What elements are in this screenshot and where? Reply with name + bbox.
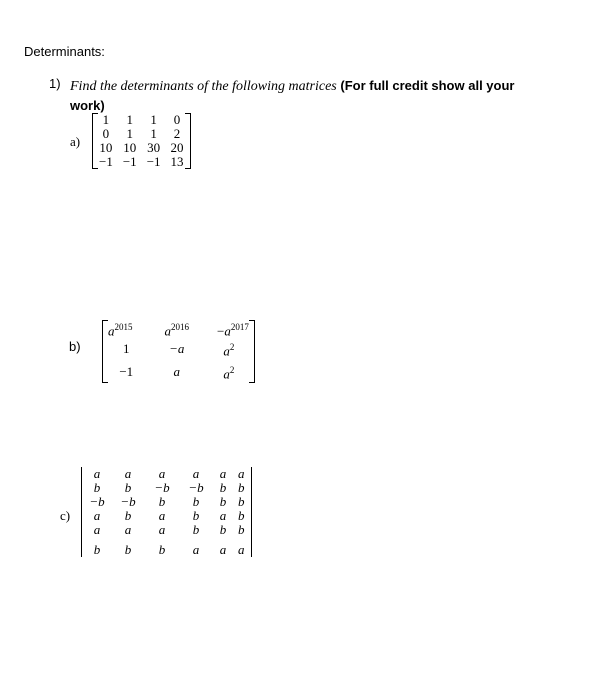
matrix-cell: a <box>158 466 166 481</box>
matrix-cell: a <box>124 466 132 481</box>
matrix-cell: 0 <box>173 112 181 127</box>
matrix-row <box>83 537 250 557</box>
matrix-a-right-bracket <box>185 113 191 169</box>
matrix-cell: a <box>238 542 245 557</box>
matrix-cell: b <box>238 494 245 509</box>
part-b-label: b) <box>69 339 81 354</box>
matrix-cell: b <box>158 542 166 557</box>
matrix-row <box>94 113 189 127</box>
matrix-row <box>94 155 189 169</box>
matrix-cell: b <box>124 480 132 495</box>
matrix-cell: −b <box>188 480 204 495</box>
matrix-cell: −b <box>89 494 105 509</box>
matrix-cell: b <box>192 508 200 523</box>
matrix-a <box>94 113 189 169</box>
matrix-cell: 1 <box>102 112 110 127</box>
matrix-cell: 1 <box>123 341 130 357</box>
matrix-cell: $a^2$ <box>223 342 235 359</box>
matrix-cell: 13 <box>170 154 184 169</box>
matrix-cell: b <box>192 494 200 509</box>
part-a-label: a) <box>70 134 81 149</box>
matrix-cell: a <box>158 508 166 523</box>
matrix-cell: 1 <box>126 126 134 141</box>
matrix-cell: 1 <box>150 112 157 127</box>
matrix-cell: a <box>124 522 132 537</box>
matrix-cell: b <box>238 522 245 537</box>
matrix-cell: a <box>93 466 101 481</box>
matrix-cell: a <box>219 466 227 481</box>
matrix-cell: b <box>124 542 132 557</box>
matrix-cell: 10 <box>123 140 137 155</box>
matrix-row <box>83 467 250 481</box>
matrix-cell: b <box>158 494 166 509</box>
matrix-cell: 30 <box>147 140 161 155</box>
matrix-cell: b <box>219 494 227 509</box>
matrix-cell: a <box>219 542 227 557</box>
matrix-cell: a <box>238 466 245 481</box>
part-c-label: c) <box>60 508 71 523</box>
matrix-cell: a <box>173 363 180 379</box>
matrix-row <box>83 523 250 537</box>
matrix-cell: 20 <box>170 140 184 155</box>
matrix-cell: a <box>93 522 101 537</box>
matrix-cell: b <box>219 522 227 537</box>
matrix-cell: 10 <box>99 140 113 155</box>
matrix-cell: b <box>124 508 132 523</box>
matrix-cell: $a^{2016}$ <box>164 322 189 339</box>
matrix-cell: a <box>192 542 200 557</box>
matrix-c-left-bar <box>81 467 82 557</box>
question-text <box>70 76 550 115</box>
matrix-row <box>104 320 253 338</box>
matrix-cell: a <box>219 508 227 523</box>
matrix-cell: −1 <box>99 154 113 169</box>
matrix-cell: $a^{2015}$ <box>108 322 133 339</box>
matrix-cell: 2 <box>173 126 181 141</box>
matrix-row <box>104 361 253 383</box>
matrix-cell: −1 <box>119 363 134 379</box>
matrix-b-left-bracket <box>102 320 108 383</box>
matrix-a-left-bracket <box>92 113 98 169</box>
matrix-cell: b <box>238 508 245 523</box>
matrix-cell: a <box>192 466 200 481</box>
matrix-cell: 0 <box>102 126 110 141</box>
matrix-cell: 1 <box>150 126 157 141</box>
question-number: 1) <box>49 76 61 91</box>
matrix-cell: a <box>93 508 101 523</box>
matrix-c-right-bar <box>251 467 252 557</box>
matrix-cell: −1 <box>122 154 137 169</box>
matrix-cell: b <box>93 480 101 495</box>
matrix-cell: −1 <box>146 154 161 169</box>
matrix-b <box>104 320 253 383</box>
matrix-cell: $a^2$ <box>223 364 235 381</box>
matrix-row <box>83 481 250 495</box>
matrix-row <box>104 338 253 360</box>
matrix-cell: 1 <box>126 112 134 127</box>
matrix-row <box>94 127 189 141</box>
matrix-b-right-bracket <box>249 320 255 383</box>
matrix-cell: a <box>158 522 166 537</box>
matrix-cell: −a <box>169 341 185 357</box>
question-italic-text: Find the determinants of the following matrices <box>70 79 337 94</box>
question-bold-text: (For full credit show all your work) <box>70 78 515 113</box>
matrix-row <box>83 509 250 523</box>
matrix-cell: b <box>219 480 227 495</box>
matrix-cell: $-a^{2017}$ <box>217 322 249 339</box>
matrix-cell: b <box>238 480 245 495</box>
matrix-cell: b <box>192 522 200 537</box>
page-heading: Determinants: <box>24 44 105 59</box>
matrix-c <box>83 467 250 557</box>
matrix-row <box>94 141 189 155</box>
matrix-cell: −b <box>120 494 136 509</box>
matrix-cell: −b <box>154 480 170 495</box>
matrix-cell: b <box>93 542 101 557</box>
matrix-row <box>83 495 250 509</box>
